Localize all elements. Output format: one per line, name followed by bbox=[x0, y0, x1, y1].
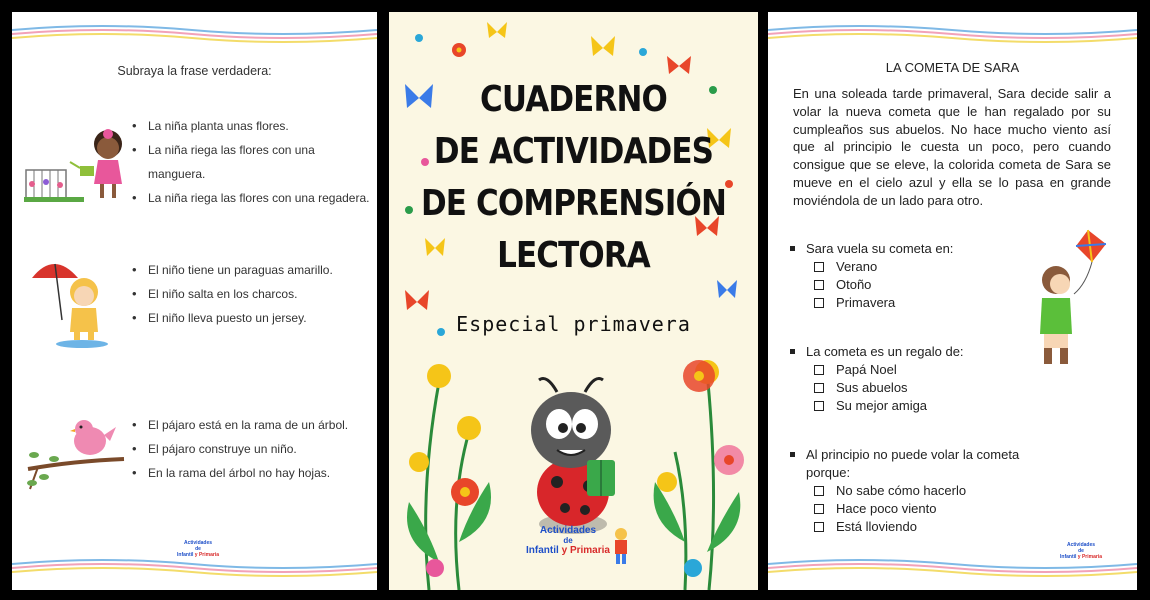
cover-subtitle: Especial primavera bbox=[456, 312, 691, 336]
story-title: LA COMETA DE SARA bbox=[885, 60, 1020, 75]
publisher-logo: Actividades de Infantil y Primaria bbox=[177, 540, 219, 558]
cover-title-line-2: DE ACTIVIDADES bbox=[433, 131, 714, 172]
worksheet-page-1 bbox=[12, 12, 377, 590]
story-question-1 bbox=[790, 240, 1060, 312]
story-question-2 bbox=[790, 343, 1060, 415]
question-text: Al principio no puede volar la cometa porque: bbox=[790, 446, 1060, 482]
publisher-logo-3: Actividades de Infantil y Primaria bbox=[1060, 542, 1102, 560]
boy-umbrella-illustration bbox=[24, 250, 124, 350]
bottom-wave-decoration bbox=[12, 556, 377, 582]
logo-child-icon bbox=[609, 526, 633, 566]
checkbox-option-sus-abuelos[interactable]: Sus abuelos bbox=[814, 379, 1060, 397]
cover-title-line-1: CUADERNO bbox=[480, 79, 667, 120]
question-1-options bbox=[128, 114, 373, 210]
cover-title bbox=[389, 74, 758, 282]
option-3c[interactable]: • En la rama del árbol no hay hojas. bbox=[128, 461, 373, 485]
question-2-options bbox=[128, 258, 373, 330]
girl-watering-flowers-illustration bbox=[22, 122, 132, 207]
cover-title-line-4: LECTORA bbox=[497, 235, 650, 276]
girl-with-kite-illustration bbox=[1026, 224, 1116, 372]
worksheet-page-3 bbox=[768, 12, 1137, 590]
option-2a[interactable]: • El niño tiene un paraguas amarillo. bbox=[128, 258, 373, 282]
option-2c[interactable]: • El niño lleva puesto un jersey. bbox=[128, 306, 373, 330]
question-3-options bbox=[128, 413, 373, 485]
checkbox-option-poco-viento[interactable]: Hace poco viento bbox=[814, 500, 1060, 518]
checkbox-option-otono[interactable]: Otoño bbox=[814, 276, 1060, 294]
top-wave-decoration-3 bbox=[768, 22, 1137, 48]
checkbox-option-su-mejor-amiga[interactable]: Su mejor amiga bbox=[814, 397, 1060, 415]
instruction-title: Subraya la frase verdadera: bbox=[117, 64, 272, 78]
checkbox-option-papa-noel[interactable]: Papá Noel bbox=[814, 361, 1060, 379]
question-text: La cometa es un regalo de: bbox=[790, 343, 1060, 361]
checkbox-option-no-sabe[interactable]: No sabe cómo hacerlo bbox=[814, 482, 1060, 500]
option-3b[interactable]: • El pájaro construye un niño. bbox=[128, 437, 373, 461]
cover-title-line-3: DE COMPRENSIÓN bbox=[420, 183, 727, 224]
option-2b[interactable]: • El niño salta en los charcos. bbox=[128, 282, 373, 306]
question-text: Sara vuela su cometa en: bbox=[790, 240, 1060, 258]
top-wave-decoration bbox=[12, 22, 377, 48]
ladybug-reading-illustration bbox=[517, 374, 633, 534]
cover-publisher-logo: Actividades de Infantil y Primaria bbox=[526, 525, 610, 556]
story-question-3 bbox=[790, 446, 1060, 536]
checkbox-option-lloviendo[interactable]: Está lloviendo bbox=[814, 518, 1060, 536]
option-1b[interactable]: • La niña riega las flores con una manguera. bbox=[128, 138, 373, 186]
option-3a[interactable]: • El pájaro está en la rama de un árbol. bbox=[128, 413, 373, 437]
option-1c[interactable]: • La niña riega las flores con una regadera. bbox=[128, 186, 373, 210]
checkbox-option-primavera[interactable]: Primavera bbox=[814, 294, 1060, 312]
bird-on-branch-illustration bbox=[24, 417, 129, 497]
story-paragraph: En una soleada tarde primaveral, Sara decide salir a volar la nueva cometa que le han regalado por su cumpleaños sus abuelos. No hace mucho viento así que al principio le cuesta un poco, pero cuando consigue que se eleve, la colorida cometa de Sara se mueve en el cielo azul y ella se lo pasa en grande moviéndola de un lado para otro. bbox=[793, 86, 1111, 208]
bottom-wave-decoration-3 bbox=[768, 556, 1137, 582]
checkbox-option-verano[interactable]: Verano bbox=[814, 258, 1060, 276]
option-1a[interactable]: • La niña planta unas flores. bbox=[128, 114, 373, 138]
cover-page bbox=[389, 12, 758, 590]
